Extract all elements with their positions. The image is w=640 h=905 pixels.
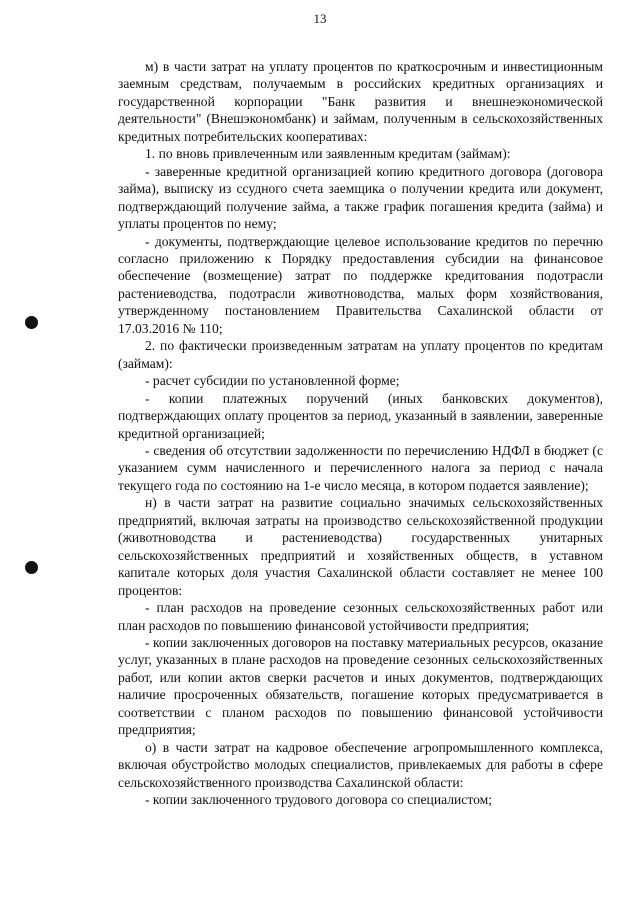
paragraph-supply-contracts: - копии заключенных договоров на поставку материальных ресурсов, оказание услуг, указанных в плане расходов на проведение сезонных сельскохозяйственных работ, или копии актов сверки расчетов и иных документов, подтверждающих наличие просроченных обязательств, погашение которых предусматривается в соответствии с планом расходов по повышению финансовой устойчивости предприятия; bbox=[118, 634, 603, 738]
paragraph-actual-costs: 2. по фактически произведенным затратам на уплату процентов по кредитам (займам): bbox=[118, 338, 603, 371]
paragraph-expense-plan: - план расходов на проведение сезонных сельскохозяйственных работ или план расходов по повышению финансовой устойчивости предприятия; bbox=[118, 600, 603, 633]
paragraph-payment-orders: - копии платежных поручений (иных банковских документов), подтверждающих оплату процентов за период, указанный в заявлении, заверенные кредитной организацией; bbox=[118, 390, 603, 441]
paragraph-target-use-documents: - документы, подтверждающие целевое использование кредитов по перечню согласно приложению к Порядку предоставления субсидии на финансовое обеспечение (возмещение) затрат по поддержке кредитования подотрасли растениеводства, подотрасли животноводства, малых форм хозяйствования, утвержденному постановлением Правительства Сахалинской области от 17.03.2016 № 110; bbox=[118, 233, 603, 336]
paragraph-item-o: о) в части затрат на кадровое обеспечение агропромышленного комплекса, включая обустройство молодых специалистов, привлекаемых для работы в сфере сельскохозяйственного производства Сахалинской области: bbox=[118, 739, 603, 790]
paragraph-item-m: м) в части затрат на уплату процентов по краткосрочным и инвестиционным заемным средствам, получаемым в российских кредитных организациях и государственной корпорации "Банк развития и внешнеэкономической деятельности" (Внешэкономбанк) и займам, полученным в сельскохозяйственных кредитных потребительских кооперативах: bbox=[118, 59, 603, 144]
document-body bbox=[118, 58, 603, 808]
paragraph-new-credits: 1. по вновь привлеченным или заявленным кредитам (займам): bbox=[145, 146, 511, 162]
punch-hole-mark bbox=[25, 316, 38, 329]
paragraph-subsidy-calculation: - расчет субсидии по установленной форме; bbox=[145, 373, 400, 389]
page-number: 13 bbox=[313, 11, 327, 26]
paragraph-item-n: н) в части затрат на развитие социально значимых сельскохозяйственных предприятий, включая затраты на производство сельскохозяйственной продукции (животноводства и растениеводства) государственных унитарных сельскохозяйственных предприятий и хозяйственных обществ, в уставном капитале которых доля участия Сахалинской области составляет не менее 100 процентов: bbox=[118, 495, 603, 598]
punch-hole-mark bbox=[25, 561, 38, 574]
paragraph-certified-copy: - заверенные кредитной организацией копию кредитного договора (договора займа), выписку из ссудного счета заемщика о получении кредита или документ, подтверждающий получение займа, а также график погашения кредита (займа) и уплаты процентов по нему; bbox=[118, 163, 603, 232]
paragraph-ndfl-info: - сведения об отсутствии задолженности по перечислению НДФЛ в бюджет (с указанием сумм начисленного и перечисленного налога за период с начала текущего года по состоянию на 1-е число месяца, в котором подается заявление); bbox=[118, 442, 603, 493]
paragraph-employment-contract: - копии заключенного трудового договора со специалистом; bbox=[145, 792, 493, 808]
